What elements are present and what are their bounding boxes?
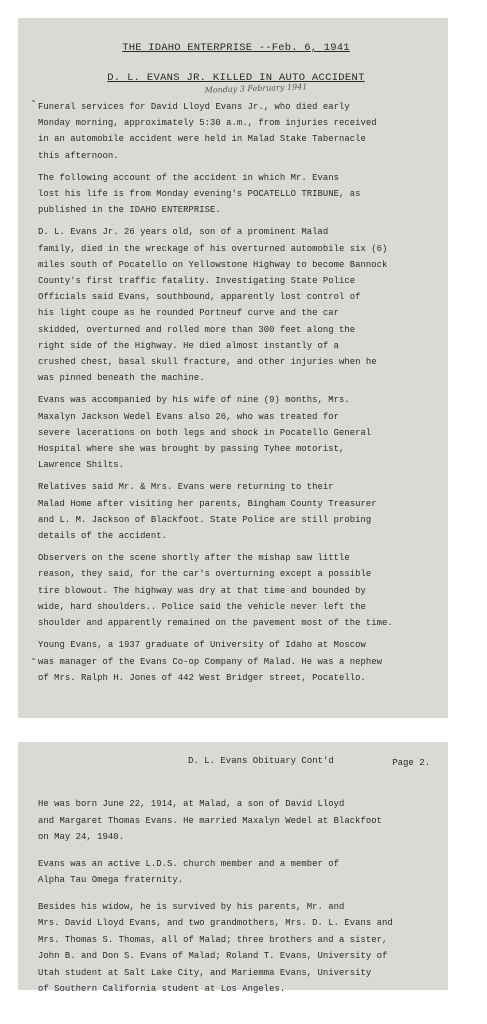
paragraph-observers: Observers on the scene shortly after the mishap saw little reason, they said, for the car's overturning except a possible tire blowout. The highway was dry at that time and bounded by wide, hard shoulders.. Police said the vehicle never left the shoulder and apparently remained on the pavement most of the time.	[38, 553, 393, 629]
paragraph-wife: Evans was accompanied by his wife of nine (9) months, Mrs. Maxalyn Jackson Wedel Evans also 26, who was treated for severe lacerations on both legs and shock in Pocatello General Hospital where she was brought by passing Tyhee motorist, Lawrence Shilts.	[38, 395, 372, 471]
paragraph-church: Evans was an active L.D.S. church member and a member of Alpha Tau Omega fraternity.	[38, 858, 340, 885]
continuation-title: D. L. Evans Obituary Cont'd	[188, 756, 334, 766]
article-headline: D. L. EVANS JR. KILLED IN AUTO ACCIDENT	[107, 72, 365, 84]
paragraph-accident: D. L. Evans Jr. 26 years old, son of a prominent Malad family, died in the wreckage of his overturned automobile six (6) miles south of Pocatello on Yellowstone Highway to become Bannock County's first traffic fatality. Investigating State Police Officials said Evans, southbound, apparently lost control of his light coupe as he rounded Portneuf curve and the car skidded, overturned and rolled more than 300 feet along the right side of the Highway. He died almost instantly of a crushed chest, basal skull fracture, and other injuries when he was pinned beneath the machine.	[38, 227, 388, 384]
handwritten-date-note: Monday 3 February 1941	[204, 82, 308, 95]
scan-speck	[32, 658, 35, 660]
document-page-2	[18, 742, 448, 994]
newspaper-title: THE IDAHO ENTERPRISE --Feb. 6, 1941	[122, 42, 350, 54]
document-page-1	[18, 18, 448, 718]
paragraph-survivors: Besides his widow, he is survived by his parents, Mr. and Mrs. David Lloyd Evans, and two grandmothers, Mrs. D. L. Evans and Mrs. Thomas S. Thomas, all of Malad; three brothers and a sister, John B. and Don S. Evans of Malad; Roland T. Evans, University of Utah student at Salt Lake City, and Mariemma Evans, University of Southern California student at Los Angeles.	[38, 901, 393, 994]
paragraph-source: The following account of the accident in which Mr. Evans lost his life is from Monday evening's POCATELLO TRIBUNE, as published in the IDAHO ENTERPRISE.	[38, 172, 361, 216]
paragraph-funeral: Funeral services for David Lloyd Evans Jr., who died early Monday morning, approximately 5:30 a.m., from injuries received in an automobile accident were held in Malad Stake Tabernacle this afternoon.	[38, 102, 377, 161]
scan-speck	[32, 100, 35, 102]
paragraph-relatives: Relatives said Mr. & Mrs. Evans were returning to their Malad Home after visiting her parents, Bingham County Treasurer and L. M. Jackson of Blackfoot. State Police are still probing details of the accident.	[38, 482, 377, 542]
continuation-header	[38, 754, 434, 776]
paragraph-biography: Young Evans, a 1937 graduate of University of Idaho at Moscow was manager of the Evans Co-op Company of Malad. He was a nephew of Mrs. Ralph H. Jones of 442 West Bridger street, Pocatello.	[38, 640, 383, 683]
paragraph-birth: He was born June 22, 1914, at Malad, a son of David Lloyd and Margaret Thomas Evans. He married Maxalyn Wedel at Blackfoot on May 24, 1940.	[38, 799, 383, 842]
page-number: Page 2.	[392, 758, 430, 768]
